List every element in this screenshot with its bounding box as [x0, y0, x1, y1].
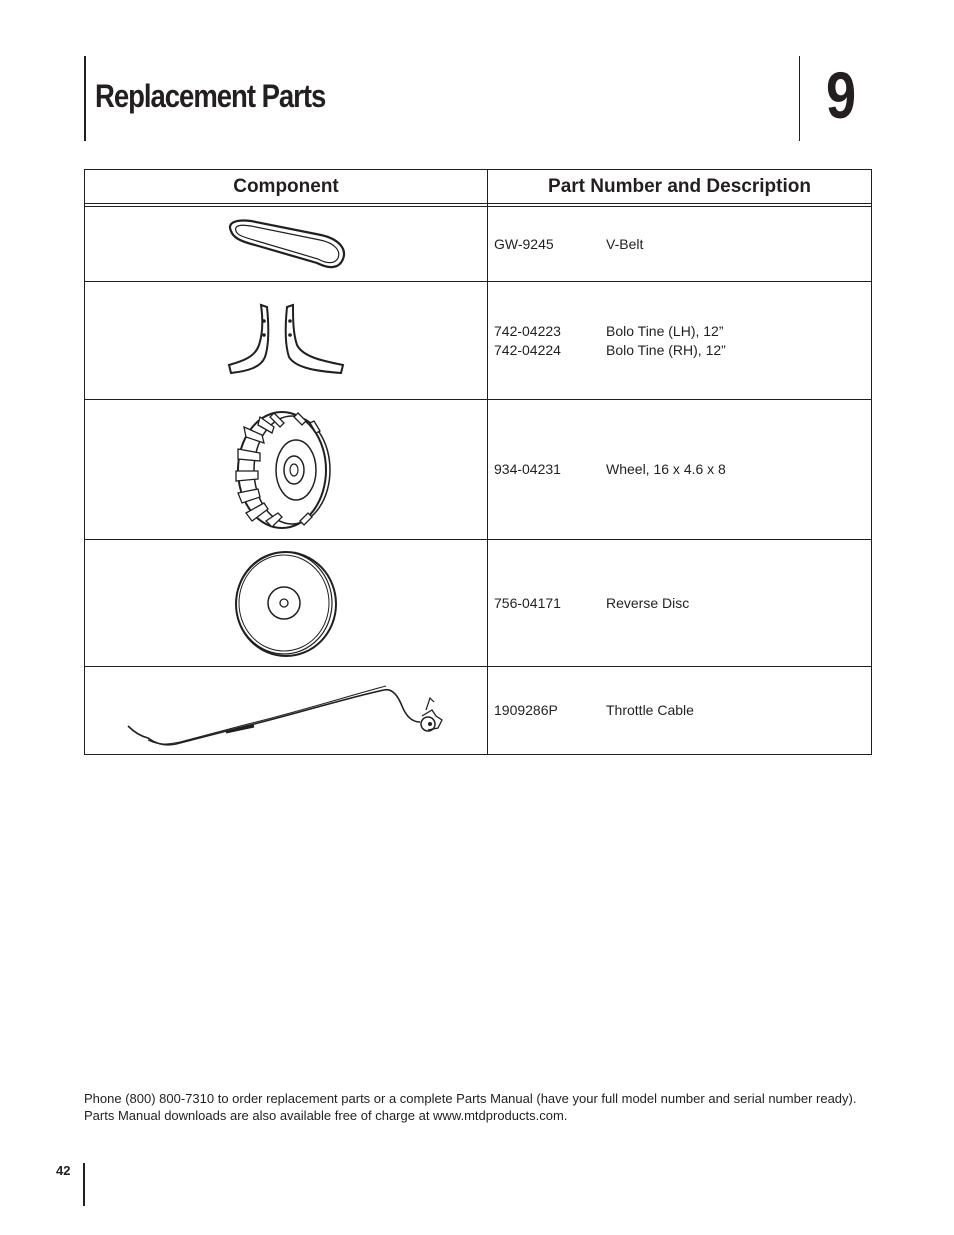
part-line — [494, 322, 871, 341]
wheel-drawing — [234, 409, 338, 531]
table-row — [85, 282, 872, 400]
ordering-note — [84, 1090, 884, 1124]
chapter-rule — [799, 56, 800, 141]
chapter-number: 9 — [826, 58, 857, 132]
table-row — [85, 540, 872, 667]
part-description: Throttle Cable — [606, 702, 694, 718]
part-line — [494, 701, 871, 720]
table-row — [85, 207, 872, 282]
column-header-part-number: Part Number and Description — [488, 170, 872, 204]
component-cell — [85, 667, 488, 755]
component-cell — [85, 282, 488, 400]
parts-table — [84, 169, 872, 755]
bolo-tines-drawing — [223, 301, 349, 381]
component-cell — [85, 207, 488, 282]
page-title: Replacement Parts — [95, 78, 326, 114]
part-line — [494, 235, 871, 254]
v-belt-drawing — [221, 215, 351, 273]
part-number: 742-04224 — [494, 341, 561, 358]
part-number: GW-9245 — [494, 235, 554, 252]
part-description-cell — [488, 667, 872, 755]
table-row — [85, 400, 872, 540]
page-number: 42 — [56, 1163, 71, 1178]
ordering-note-line: Parts Manual downloads are also available free of charge at www.mtdproducts.com. — [84, 1108, 568, 1123]
part-description: Bolo Tine (LH), 12” — [606, 322, 724, 339]
table-row — [85, 667, 872, 755]
part-number: 934-04231 — [494, 461, 561, 477]
component-cell — [85, 540, 488, 667]
part-number: 742-04223 — [494, 322, 561, 339]
part-description-cell — [488, 540, 872, 667]
part-description: V-Belt — [606, 235, 644, 252]
part-line — [494, 594, 871, 613]
part-description-cell — [488, 207, 872, 282]
title-rule — [84, 56, 86, 141]
ordering-note-line: Phone (800) 800-7310 to order replacement parts or a complete Parts Manual (have your full model number and serial number ready). — [84, 1091, 857, 1106]
reverse-disc-drawing — [234, 547, 338, 659]
component-cell — [85, 400, 488, 540]
part-number: 1909286P — [494, 702, 558, 718]
part-description-cell — [488, 282, 872, 400]
part-line — [494, 460, 871, 479]
part-number: 756-04171 — [494, 594, 561, 611]
part-description-cell — [488, 400, 872, 540]
part-description: Bolo Tine (RH), 12” — [606, 341, 726, 358]
table-header-row — [85, 170, 872, 204]
part-line — [494, 341, 871, 360]
part-description: Wheel, 16 x 4.6 x 8 — [606, 461, 726, 477]
part-description: Reverse Disc — [606, 594, 690, 611]
page-number-rule — [83, 1163, 85, 1206]
throttle-cable-drawing — [126, 676, 446, 746]
column-header-component: Component — [85, 170, 488, 204]
